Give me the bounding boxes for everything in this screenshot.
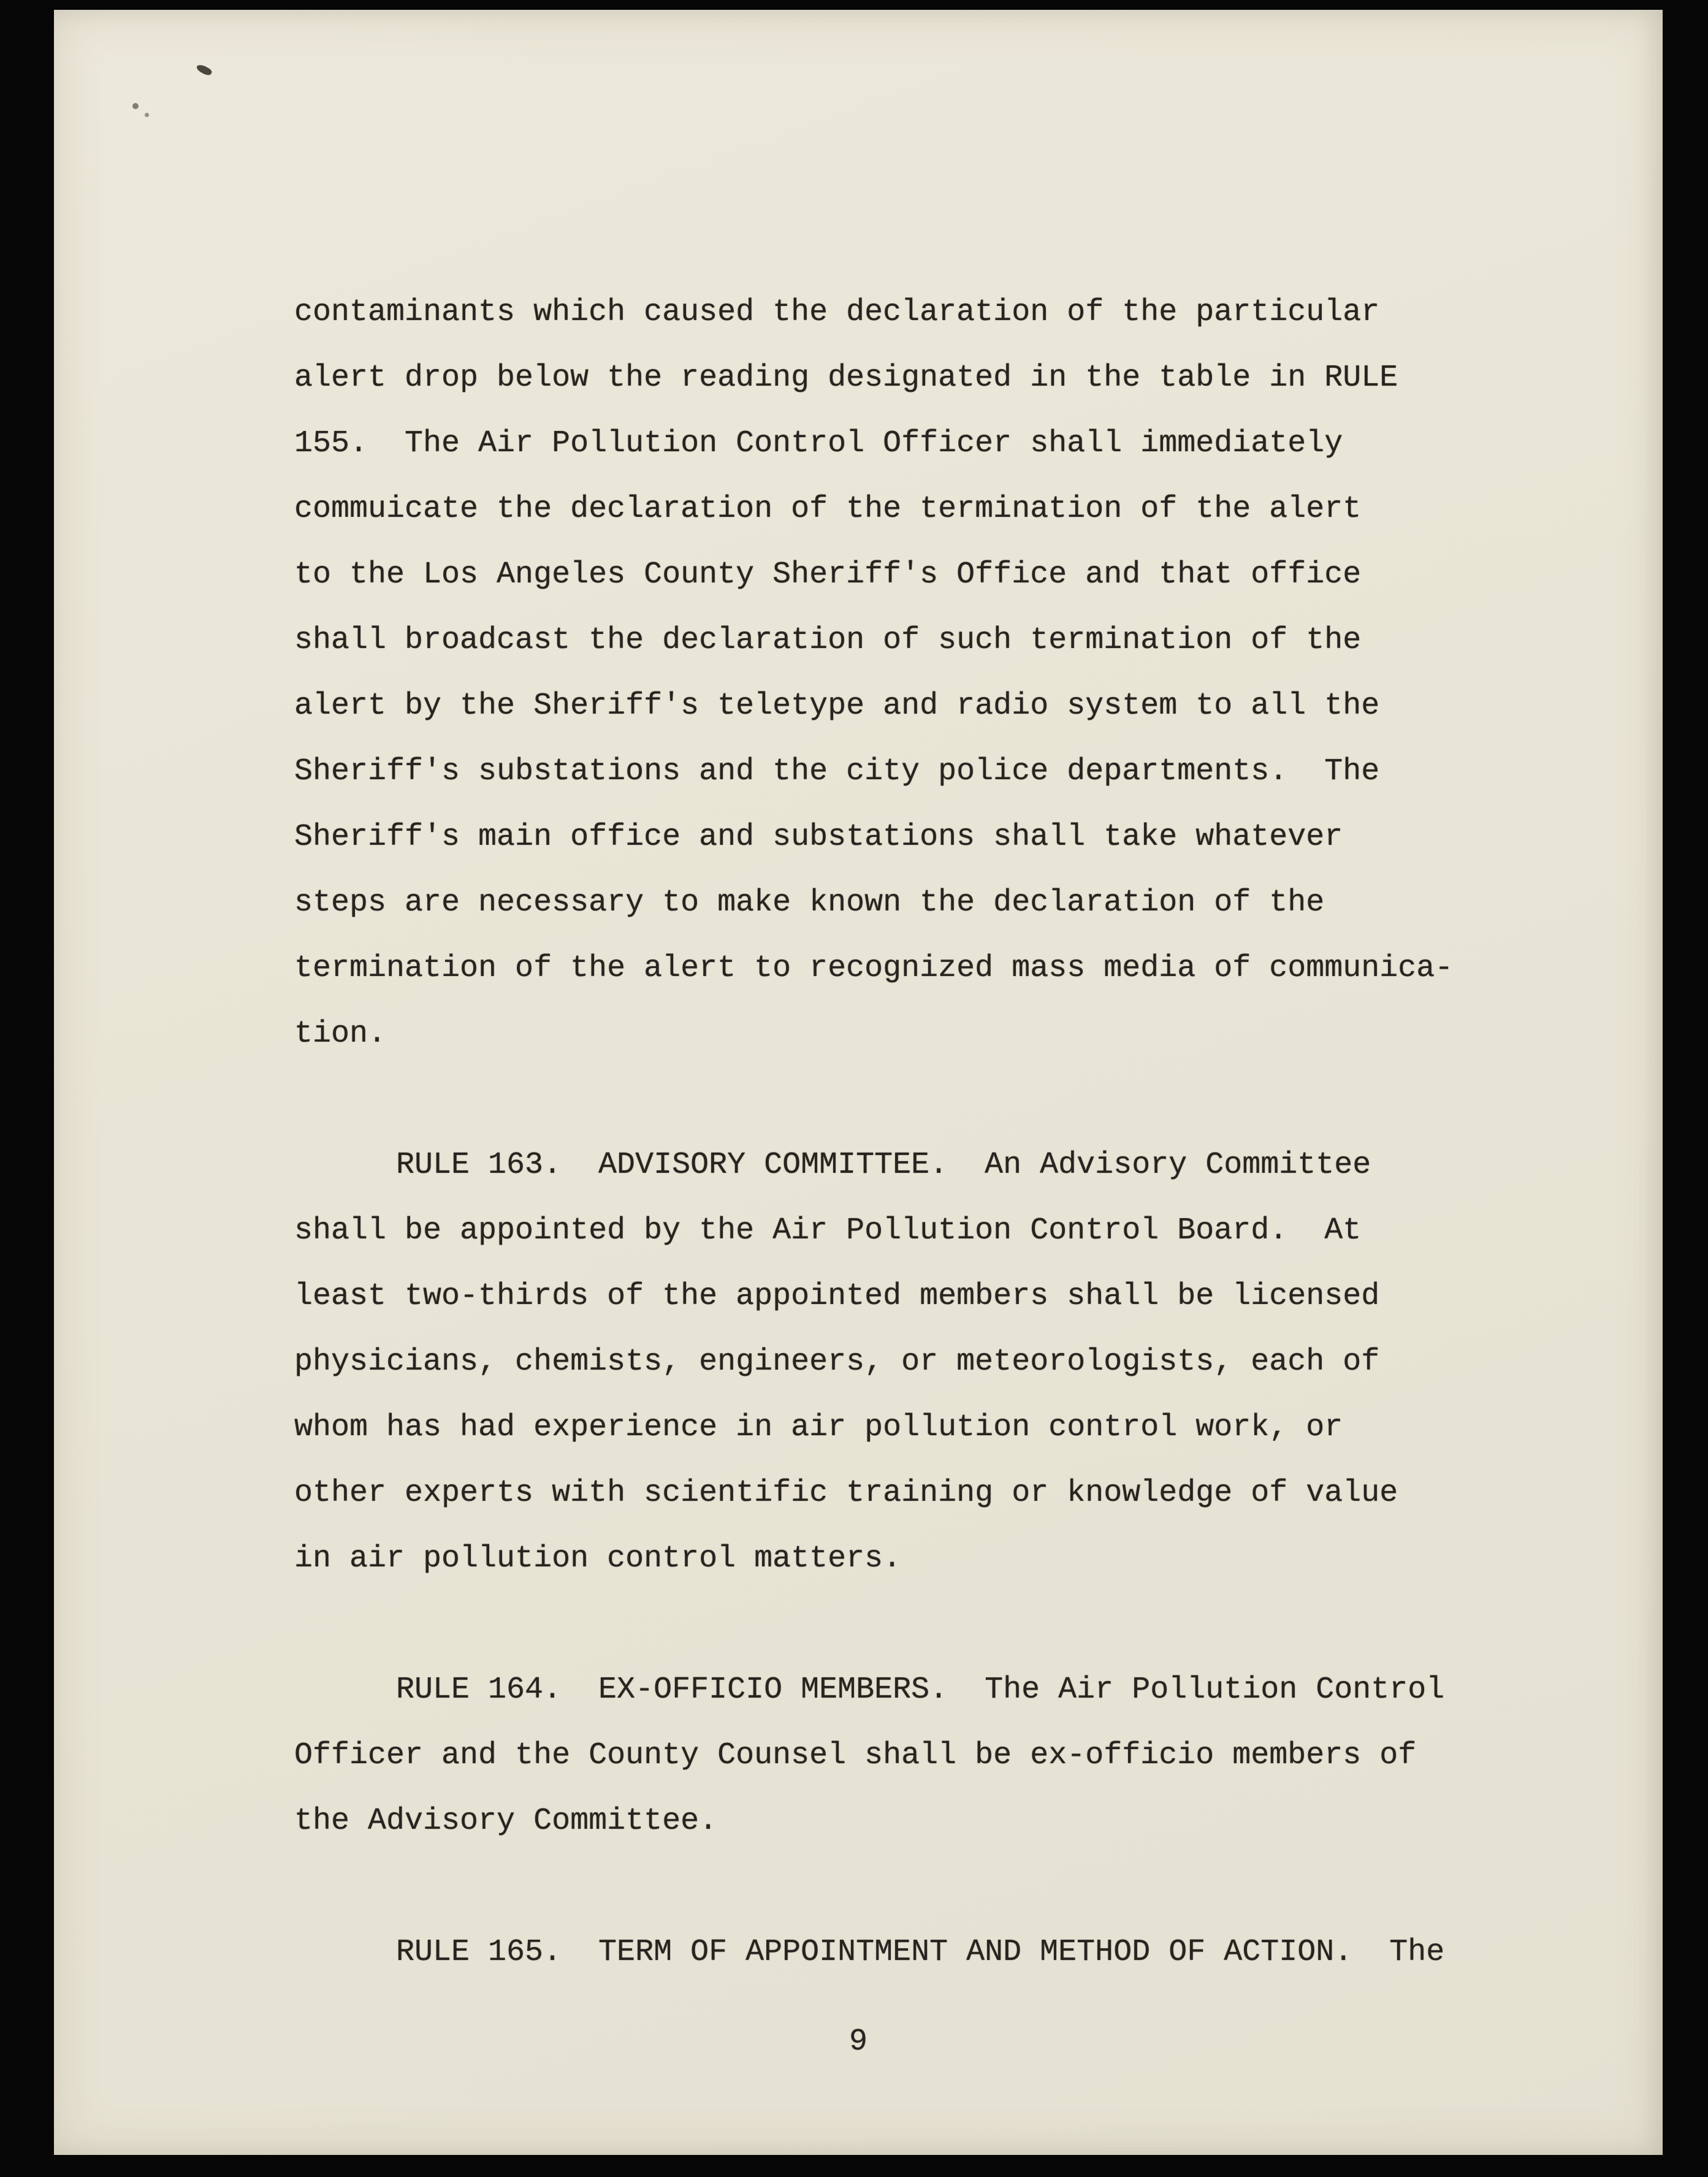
- ink-speck: [145, 113, 149, 117]
- text-line: alert drop below the reading designated in the table in RULE: [294, 360, 1398, 395]
- text-line: RULE 163. ADVISORY COMMITTEE. An Advisory Committee: [396, 1148, 1371, 1183]
- document-page: [54, 10, 1663, 2155]
- text-line: shall broadcast the declaration of such termination of the: [294, 623, 1362, 658]
- text-line: alert by the Sheriff's teletype and radio system to all the: [294, 688, 1380, 723]
- text-line: tion.: [294, 1016, 387, 1051]
- text-line: 155. The Air Pollution Control Officer shall immediately: [294, 426, 1343, 461]
- text-line: RULE 164. EX-OFFICIO MEMBERS. The Air Pollution Control: [396, 1672, 1445, 1707]
- text-line: the Advisory Committee.: [294, 1804, 718, 1839]
- paragraph-rule-165: [294, 1920, 1551, 1985]
- text-line: to the Los Angeles County Sheriff's Office and that office: [294, 557, 1362, 592]
- text-line: RULE 165. TERM OF APPOINTMENT AND METHOD OF ACTION. The: [396, 1935, 1445, 1970]
- document-body: [294, 280, 1551, 1985]
- text-line: in air pollution control matters.: [294, 1541, 902, 1576]
- page-number: 9: [848, 2024, 867, 2059]
- text-line: other experts with scientific training or knowledge of value: [294, 1476, 1398, 1511]
- text-line: Sheriff's main office and substations shall take whatever: [294, 820, 1343, 855]
- text-line: Sheriff's substations and the city police departments. The: [294, 754, 1380, 789]
- text-line: steps are necessary to make known the declaration of the: [294, 885, 1325, 920]
- paragraph-rule-164: [294, 1657, 1551, 1854]
- text-line: least two-thirds of the appointed members shall be licensed: [294, 1279, 1380, 1314]
- text-line: contaminants which caused the declaration of the particular: [294, 295, 1380, 330]
- text-line: termination of the alert to recognized mass media of communica-: [294, 951, 1454, 986]
- paragraph-termination-of-alert: [294, 280, 1551, 1067]
- ink-speck: [196, 63, 213, 77]
- text-line: whom has had experience in air pollution control work, or: [294, 1410, 1343, 1445]
- ink-speck: [132, 103, 139, 109]
- paragraph-rule-163: [294, 1132, 1551, 1592]
- text-line: Officer and the County Counsel shall be ex-officio members of: [294, 1738, 1417, 1773]
- text-line: commuicate the declaration of the termination of the alert: [294, 492, 1362, 527]
- text-line: shall be appointed by the Air Pollution Control Board. At: [294, 1213, 1362, 1248]
- text-line: physicians, chemists, engineers, or meteorologists, each of: [294, 1344, 1380, 1379]
